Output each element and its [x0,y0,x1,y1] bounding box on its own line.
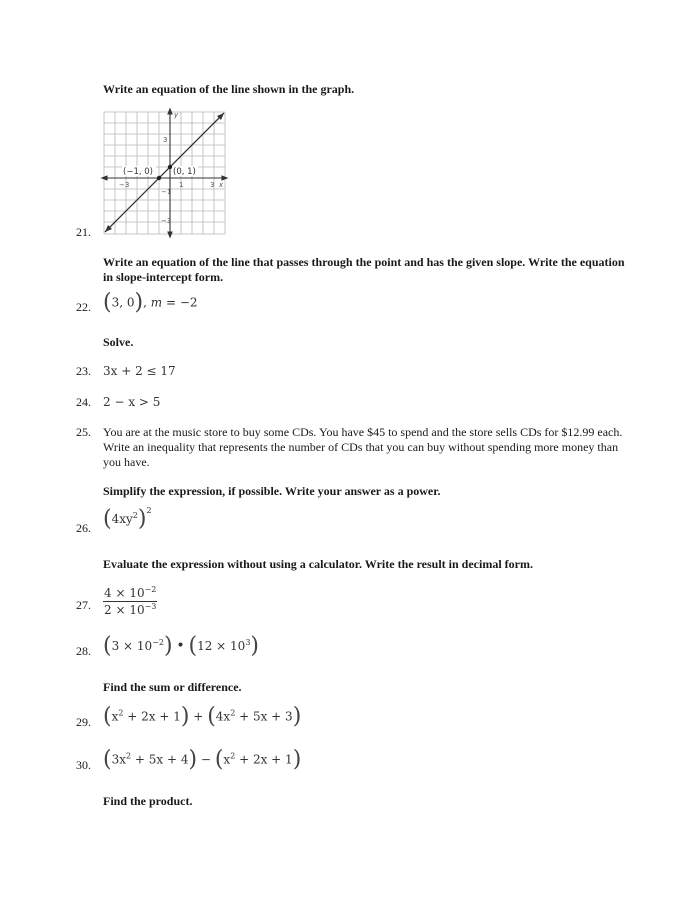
tick-label-3-top: 3 [163,136,168,144]
point-label-neg1-0: (−1, 0) [123,167,153,177]
question-number-21: 21. [76,225,91,239]
q28-right: 12 × 10 [197,639,246,653]
question-number-27: 27. [76,598,91,612]
q25-line-1: You are at the music store to buy some CDs. You have $45 to spend and the store sells CDs for $12.99 each. [103,425,623,439]
question-number-28: 28. [76,644,91,658]
instruction-evaluate: Evaluate the expression without using a calculator. Write the result in decimal form. [103,557,533,571]
expression-q23: 3x + 2 ≤ 17 [103,364,176,378]
instruction-line-2: in slope-intercept form. [103,270,224,284]
instruction-product: Find the product. [103,794,193,808]
q28-operator: • [176,638,185,654]
instruction-q21: Write an equation of the line shown in the graph. [103,82,355,96]
tick-label-1-right: 1 [179,181,184,189]
q22-slope-value: = −2 [165,295,198,310]
question-number-22: 22. [76,300,91,314]
q30-p2-rest: + 2x + 1 [235,752,293,767]
q30-p1-exponent: 2 [126,751,132,761]
expression-q26: $(4xy^2)^2$ [103,506,152,532]
line-graph [100,107,230,239]
expression-q22: (3, 0), m = −2 [103,290,198,315]
q26-inner-exponent: 2 [132,511,138,520]
point-label-0-1: (0, 1) [173,167,196,177]
q29-p1-lead: x [111,709,119,724]
point-neg1-0 [157,176,161,180]
q26-base: 4xy [111,512,133,526]
q29-p2-exponent: 2 [230,708,236,718]
question-number-24: 24. [76,395,91,409]
q29-p2-lead: 4x [215,709,231,724]
x-axis-arrow-left-icon [102,176,107,180]
tick-label-neg1-down: −1 [161,188,172,196]
tick-label-3-right: 3 [210,181,215,189]
q27-denominator-exponent: −3 [144,602,157,611]
word-problem-q25 [103,425,663,470]
q28-right-exponent: 3 [245,638,251,647]
x-axis-arrow-right-icon [222,176,227,180]
q27-numerator: 4 × 10 [104,586,145,600]
q27-numerator-exponent: −2 [144,585,157,594]
question-number-30: 30. [76,758,91,772]
q30-p2-exponent: 2 [230,751,236,761]
q29-p2-rest: + 5x + 3 [235,709,293,724]
q29-operator: + [193,709,204,724]
instruction-simplify: Simplify the expression, if possible. Write your answer as a power. [103,484,441,498]
expression-q28: $(3 \times 10^{-2})$ • $(12 \times 10^3)$ [103,633,260,659]
q30-operator: − [200,752,211,767]
question-number-23: 23. [76,364,91,378]
y-axis-arrow-down-icon [168,232,172,237]
question-number-25: 25. [76,425,91,439]
q26-outer-exponent: 2 [146,506,152,515]
q30-p1-lead: 3x [111,752,126,767]
q30-p1-rest: + 5x + 4 [131,752,189,767]
expression-q24: 2 − x > 5 [103,395,161,409]
tick-label-neg3-down: −3 [161,217,172,225]
q25-line-3: you have. [103,455,150,469]
instruction-line-1: Write an equation of the line that passes through the point and has the given slope. Write the equation [103,255,625,269]
q25-line-2: Write an inequality that represents the number of CDs that you can buy without spending more money than [103,440,619,454]
instruction-solve: Solve. [103,335,134,349]
expression-q30: $(3x^2 + 5x + 4) - (x^2 + 2x + 1)$ [103,747,302,772]
q29-p1-exponent: 2 [118,708,124,718]
instruction-sum-difference: Find the sum or difference. [103,680,242,694]
q22-point: 3, 0 [111,295,135,310]
q29-p1-rest: + 2x + 1 [123,709,181,724]
y-axis-label: y [174,111,179,119]
instruction-slope-section [103,255,663,285]
x-axis-label: x [219,181,224,189]
question-number-29: 29. [76,715,91,729]
q28-left: 3 × 10 [111,639,153,653]
y-axis-arrow-up-icon [168,109,172,114]
expression-q29: $(x^2 + 2x + 1) + (4x^2 + 5x + 3)$ [103,704,302,729]
q22-slope-label: m [150,295,163,310]
point-0-1 [168,165,172,169]
q27-fraction [103,586,157,617]
q27-denominator: 2 × 10 [104,603,145,617]
q28-left-exponent: −2 [152,638,164,647]
q30-p2-lead: x [223,752,231,767]
question-number-26: 26. [76,521,91,535]
expression-q27 [103,586,157,617]
tick-label-neg3-left: −3 [119,181,130,189]
